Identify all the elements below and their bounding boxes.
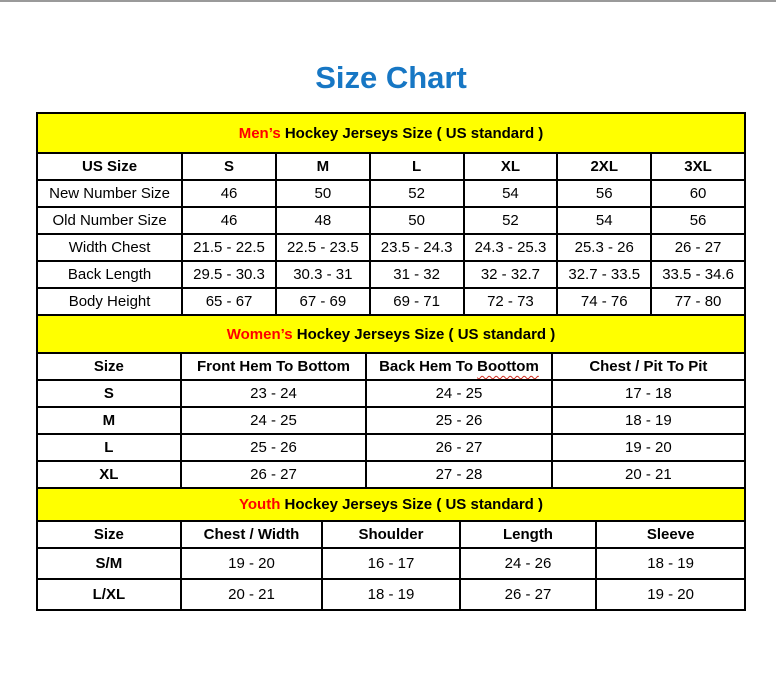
youth-table-cell: 18 - 19 <box>596 548 745 579</box>
women-row-label: L <box>37 434 181 461</box>
women-banner-highlight: Women’s <box>226 325 293 343</box>
men-table-cell: 69 - 71 <box>370 288 464 315</box>
men-table-cell: 72 - 73 <box>464 288 558 315</box>
men-header-row <box>37 153 745 180</box>
women-table-row <box>37 380 745 407</box>
youth-size-table <box>36 487 746 611</box>
men-banner-highlight: Men’s <box>238 124 281 142</box>
women-column-header <box>366 353 551 380</box>
women-table-row <box>37 407 745 434</box>
men-table-cell: 33.5 - 34.6 <box>651 261 745 288</box>
men-table-cell: 26 - 27 <box>651 234 745 261</box>
women-table-cell: 24 - 25 <box>366 380 551 407</box>
men-column-header: S <box>182 153 276 180</box>
women-section-banner <box>37 315 745 353</box>
men-table-cell: 74 - 76 <box>557 288 651 315</box>
men-table-cell: 21.5 - 22.5 <box>182 234 276 261</box>
youth-column-header: Size <box>37 521 181 548</box>
men-column-header: 3XL <box>651 153 745 180</box>
men-row-label: New Number Size <box>37 180 182 207</box>
men-column-header: XL <box>464 153 558 180</box>
women-table-cell: 26 - 27 <box>181 461 366 488</box>
men-table-row <box>37 234 745 261</box>
men-table-cell: 67 - 69 <box>276 288 370 315</box>
youth-table-cell: 19 - 20 <box>181 548 323 579</box>
men-row-label: Body Height <box>37 288 182 315</box>
youth-section-banner <box>37 488 745 521</box>
men-banner-text: Hockey Jerseys Size ( US standard ) <box>280 124 544 142</box>
women-table-cell: 19 - 20 <box>552 434 745 461</box>
youth-table-cell: 18 - 19 <box>322 579 459 610</box>
women-row-label: S <box>37 380 181 407</box>
men-table-cell: 29.5 - 30.3 <box>182 261 276 288</box>
women-row-label: XL <box>37 461 181 488</box>
men-size-table <box>36 112 746 316</box>
women-table-cell: 17 - 18 <box>552 380 745 407</box>
youth-table-row <box>37 579 745 610</box>
men-table-row <box>37 288 745 315</box>
women-table-cell: 24 - 25 <box>181 407 366 434</box>
women-table-cell: 27 - 28 <box>366 461 551 488</box>
size-chart-page <box>36 2 746 611</box>
men-table-cell: 77 - 80 <box>651 288 745 315</box>
women-table-cell: 26 - 27 <box>366 434 551 461</box>
men-table-cell: 56 <box>651 207 745 234</box>
women-banner-row <box>37 315 745 353</box>
men-table-cell: 30.3 - 31 <box>276 261 370 288</box>
women-table-cell: 25 - 26 <box>181 434 366 461</box>
men-table-cell: 52 <box>370 180 464 207</box>
youth-table-row <box>37 548 745 579</box>
women-column-header: Front Hem To Bottom <box>181 353 366 380</box>
youth-row-label: L/XL <box>37 579 181 610</box>
youth-row-label: S/M <box>37 548 181 579</box>
men-column-header: US Size <box>37 153 182 180</box>
women-table-cell: 23 - 24 <box>181 380 366 407</box>
men-table-cell: 54 <box>464 180 558 207</box>
youth-header-row <box>37 521 745 548</box>
page-title: Size Chart <box>315 60 467 95</box>
men-section-banner <box>37 113 745 153</box>
youth-table-cell: 16 - 17 <box>322 548 459 579</box>
men-column-header: L <box>370 153 464 180</box>
men-row-label: Old Number Size <box>37 207 182 234</box>
men-row-label: Back Length <box>37 261 182 288</box>
women-table-row <box>37 461 745 488</box>
men-banner-row <box>37 113 745 153</box>
men-table-cell: 48 <box>276 207 370 234</box>
size-tables-container <box>36 112 746 611</box>
women-column-header: Chest / Pit To Pit <box>552 353 745 380</box>
youth-table-cell: 26 - 27 <box>460 579 597 610</box>
women-row-label: M <box>37 407 181 434</box>
men-table-cell: 23.5 - 24.3 <box>370 234 464 261</box>
youth-banner-row <box>37 488 745 521</box>
men-table-row <box>37 261 745 288</box>
youth-column-header: Shoulder <box>322 521 459 548</box>
youth-table-cell: 20 - 21 <box>181 579 323 610</box>
men-table-cell: 54 <box>557 207 651 234</box>
men-table-cell: 31 - 32 <box>370 261 464 288</box>
women-table-cell: 18 - 19 <box>552 407 745 434</box>
youth-banner-highlight: Youth <box>239 496 281 513</box>
women-table-cell: 25 - 26 <box>366 407 551 434</box>
men-table-cell: 65 - 67 <box>182 288 276 315</box>
men-table-cell: 60 <box>651 180 745 207</box>
women-header-row <box>37 353 745 380</box>
men-table-cell: 32.7 - 33.5 <box>557 261 651 288</box>
youth-column-header: Chest / Width <box>181 521 323 548</box>
men-table-cell: 32 - 32.7 <box>464 261 558 288</box>
women-table-cell: 20 - 21 <box>552 461 745 488</box>
men-column-header: M <box>276 153 370 180</box>
youth-banner-text: Hockey Jerseys Size ( US standard ) <box>280 496 543 513</box>
women-table-row <box>37 434 745 461</box>
men-table-cell: 52 <box>464 207 558 234</box>
men-table-row <box>37 207 745 234</box>
youth-column-header: Length <box>460 521 597 548</box>
men-table-cell: 56 <box>557 180 651 207</box>
men-table-cell: 25.3 - 26 <box>557 234 651 261</box>
men-table-cell: 50 <box>370 207 464 234</box>
youth-table-cell: 24 - 26 <box>460 548 597 579</box>
women-column-header-prefix: Back Hem To <box>379 358 478 375</box>
men-table-cell: 22.5 - 23.5 <box>276 234 370 261</box>
men-table-cell: 50 <box>276 180 370 207</box>
men-table-row <box>37 180 745 207</box>
women-size-table <box>36 314 746 489</box>
men-table-cell: 46 <box>182 180 276 207</box>
youth-table-cell: 19 - 20 <box>596 579 745 610</box>
men-column-header: 2XL <box>557 153 651 180</box>
women-banner-text: Hockey Jerseys Size ( US standard ) <box>292 325 556 343</box>
men-table-cell: 46 <box>182 207 276 234</box>
women-column-header-misspelled-word: Boottom <box>477 358 539 375</box>
youth-column-header: Sleeve <box>596 521 745 548</box>
men-row-label: Width Chest <box>37 234 182 261</box>
men-table-cell: 24.3 - 25.3 <box>464 234 558 261</box>
women-column-header: Size <box>37 353 181 380</box>
